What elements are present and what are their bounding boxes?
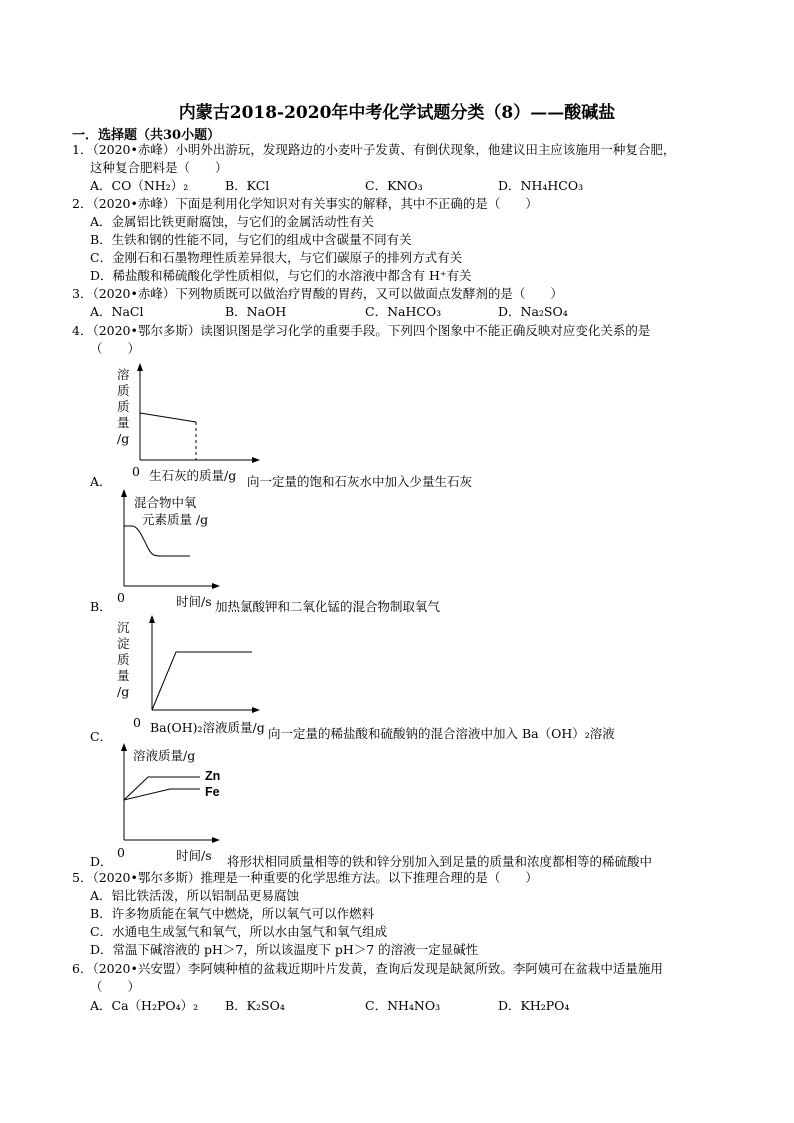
- q2-option-b: B．生铁和钢的性能不同，与它们的组成中含碳量不同有关: [90, 232, 412, 247]
- graph-a-xlabel: 生石灰的质量/g: [149, 468, 237, 483]
- q1-stem-line2: 这种复合肥料是（ ）: [90, 160, 228, 175]
- graph-b-description: 加热氯酸钾和二氧化锰的混合物制取氧气: [215, 599, 441, 614]
- q4-stem-line1: 4．（2020•鄂尔多斯）读图识图是学习化学的重要手段。下列四个图象中不能正确反映对应变化关系的是: [72, 323, 651, 338]
- graph-d-xlabel: 时间/s: [176, 848, 212, 863]
- q3-option-d: D．Na₂SO₄: [498, 304, 568, 319]
- graph-c-xlabel: Ba(OH)₂溶液质量/g: [150, 720, 265, 735]
- graph-b-letter: B．: [90, 599, 112, 614]
- q2-option-d: D．稀盐酸和稀硫酸化学性质相似，与它们的水溶液中都含有 H⁺有关: [90, 268, 472, 283]
- q5-option-b: B．许多物质能在氧气中燃烧，所以氧气可以作燃料: [90, 906, 375, 921]
- q3-option-a: A．NaCl: [90, 304, 144, 319]
- q5-option-d: D．常温下碱溶液的 pH＞7，所以该温度下 pH＞7 的溶液一定显碱性: [90, 942, 479, 957]
- graph-d-origin: 0: [117, 845, 125, 860]
- graph-a-ylabel: 溶 质 质 量 /g: [117, 367, 130, 446]
- graph-c-origin: 0: [133, 715, 141, 730]
- graph-c-description: 向一定量的稀盐酸和硫酸钠的混合溶液中加入 Ba（OH）₂溶液: [268, 726, 615, 741]
- graph-d-series-zn: Zn: [205, 769, 221, 783]
- q6-stem-line2: （ ）: [90, 979, 141, 994]
- graph-b-ylabel: 混合物中氧 元素质量 /g: [134, 495, 209, 527]
- graph-c-ylabel: 沉 淀 质 量 /g: [117, 620, 130, 699]
- section-heading: 一．选择题（共30小题）: [72, 128, 221, 143]
- q6-stem-line1: 6．（2020•兴安盟）李阿姨种植的盆栽近期叶片发黄，查询后发现是缺氮所致。李阿姨可在盆栽中适量施用: [72, 961, 663, 976]
- graph-a-description: 向一定量的饱和石灰水中加入少量生石灰: [247, 474, 473, 489]
- q5-stem: 5．（2020•鄂尔多斯）推理是一种重要的化学思维方法。以下推理合理的是（ ）: [72, 870, 538, 885]
- q1-option-d: D．NH₄HCO₃: [498, 178, 584, 193]
- q3-option-c: C．NaHCO₃: [365, 304, 442, 319]
- graph-a-origin: 0: [132, 464, 140, 479]
- q1-option-c: C．KNO₃: [365, 178, 423, 193]
- q1-stem-line1: 1．（2020•赤峰）小明外出游玩，发现路边的小麦叶子发黄、有倒伏现象，他建议田主应该施用一种复合肥，: [72, 142, 676, 157]
- q3-stem: 3．（2020•赤峰）下列物质既可以做治疗胃酸的胃药，又可以做面点发酵剂的是（ ）: [72, 286, 563, 301]
- q2-option-c: C．金刚石和石墨物理性质差异很大，与它们碳原子的排列方式有关: [90, 250, 463, 265]
- graph-a-axes: [110, 360, 260, 470]
- graph-c-letter: C．: [90, 729, 113, 744]
- graph-d-series-fe: Fe: [205, 785, 220, 799]
- page-title: 内蒙古2018-2020年中考化学试题分类（8）——酸碱盐: [178, 103, 616, 123]
- q6-option-d: D．KH₂PO₄: [498, 998, 570, 1013]
- q1-option-a: A．CO（NH₂）₂: [90, 178, 189, 193]
- q6-option-b: B．K₂SO₄: [225, 998, 285, 1013]
- q3-option-b: B．NaOH: [225, 304, 287, 319]
- q2-option-a: A．金属铝比铁更耐腐蚀，与它们的金属活动性有关: [90, 214, 375, 229]
- q5-option-a: A．铝比铁活泼，所以铝制品更易腐蚀: [90, 888, 300, 903]
- graph-c-axes: [110, 612, 260, 717]
- q4-stem-line2: （ ）: [90, 341, 141, 356]
- q6-option-c: C．NH₄NO₃: [365, 998, 441, 1013]
- q2-stem: 2．（2020•赤峰）下面是利用化学知识对有关事实的解释，其中不正确的是（ ）: [72, 196, 538, 211]
- q1-option-b: B．KCl: [225, 178, 270, 193]
- q5-option-c: C．水通电生成氢气和氧气，所以水由氢气和氧气组成: [90, 924, 388, 939]
- graph-d-ylabel: 溶液质量/g: [133, 748, 196, 763]
- graph-b-xlabel: 时间/s: [176, 594, 212, 609]
- graph-b-origin: 0: [117, 590, 125, 605]
- graph-d-description: 将形状相同质量相等的铁和锌分别加入到足量的质量和浓度都相等的稀硫酸中: [227, 854, 653, 869]
- graph-a-letter: A．: [90, 474, 112, 489]
- q6-option-a: A．Ca（H₂PO₄）₂: [90, 998, 199, 1013]
- graph-d-letter: D．: [90, 854, 113, 869]
